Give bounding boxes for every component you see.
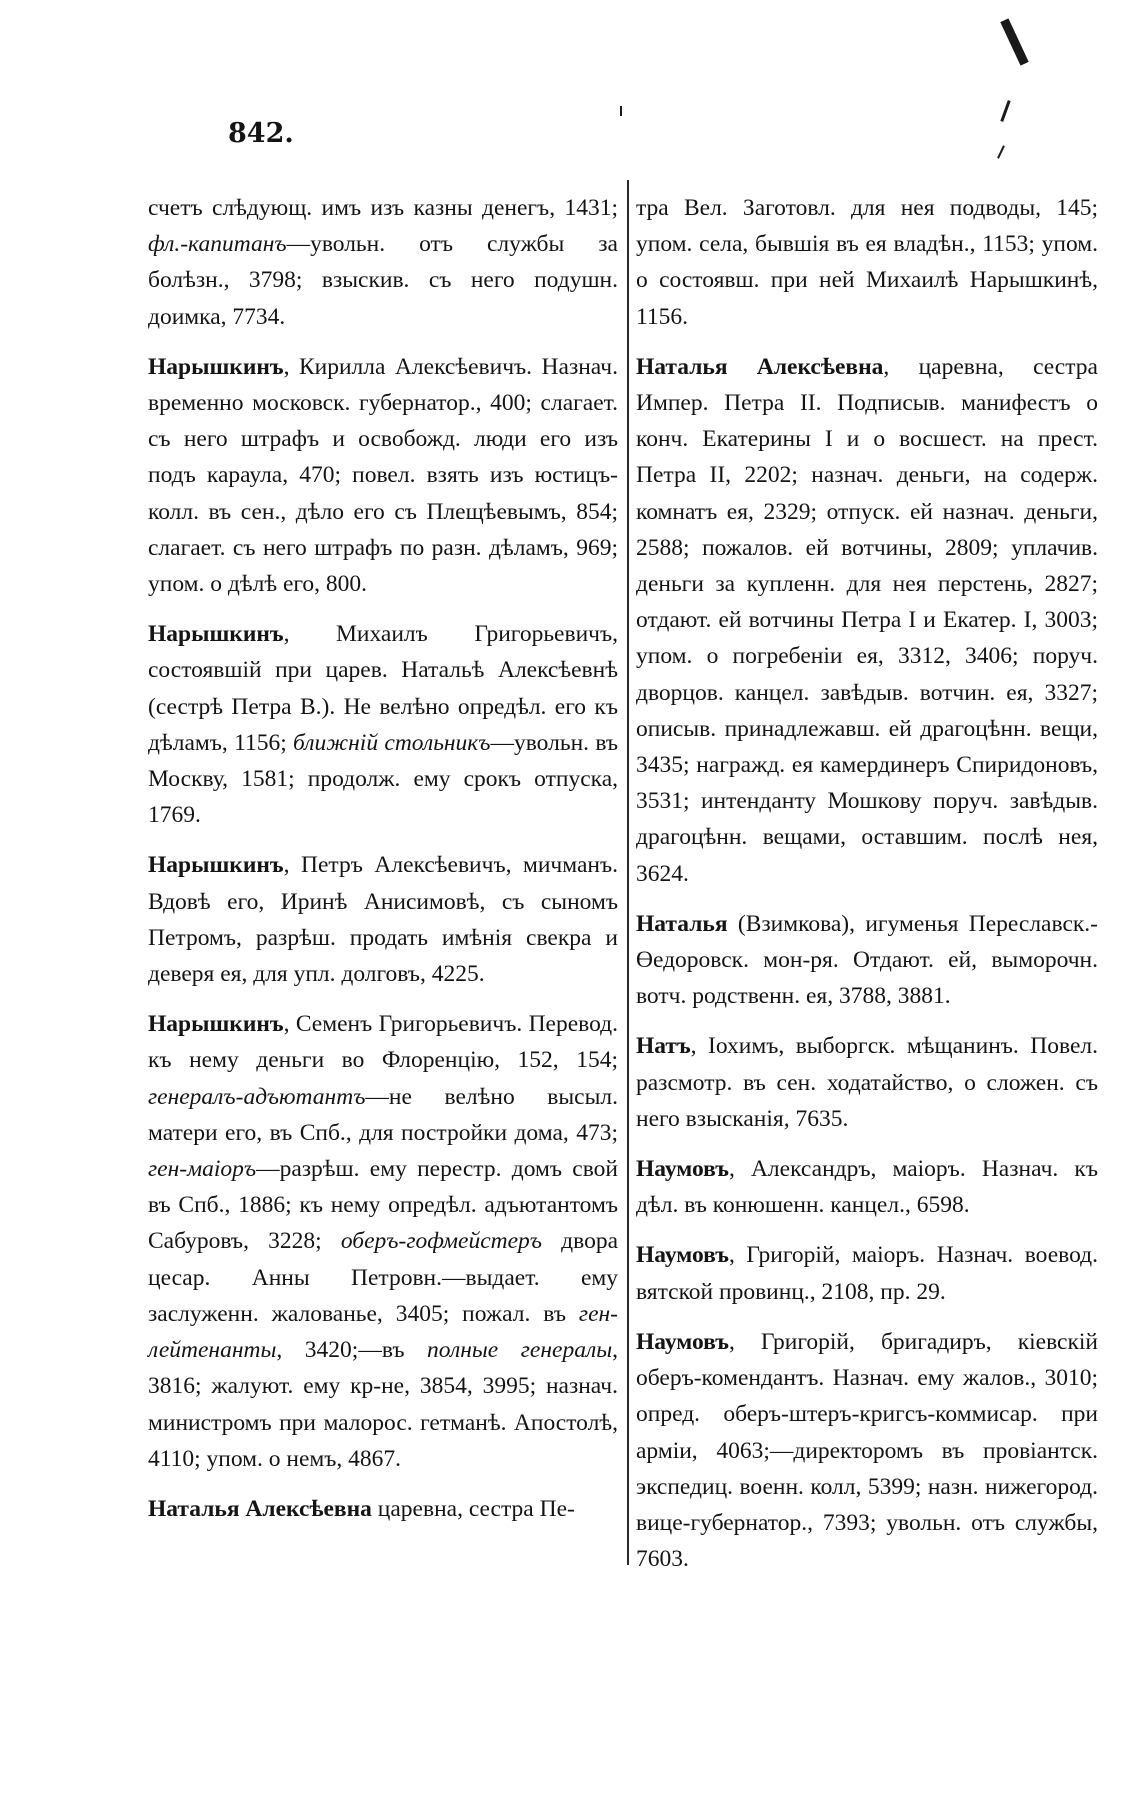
index-entry [148, 349, 618, 602]
index-entry [636, 190, 1098, 335]
entry-italic-text: ген-маіоръ [148, 1156, 257, 1183]
entry-text: , Іохимъ, выборгск. мѣщанинъ. Повел. разсмотр. въ сен. ходатайство, о сложен. съ него взысканія, 7635. [636, 1033, 1098, 1132]
page-number: 842. [228, 118, 294, 149]
entry-text: счетъ слѣдующ. имъ изъ казны денегъ, 1431; [148, 195, 618, 221]
entry-heading: Нарышкинъ [148, 621, 284, 648]
entry-text: , 3816; жалуют. ему кр-не, 3854, 3995; назнач. министромъ при малорос. гетманѣ. Апостолѣ, 4110; упом. о немъ, 4867. [148, 1337, 618, 1472]
index-entry [148, 1491, 618, 1527]
entry-text: двора цесар. Анны Петровн.—выдает. ему заслуженн. жалованье, 3405; пожал. въ [148, 1228, 619, 1327]
entry-heading: Наумовъ [636, 1328, 729, 1355]
index-entry [148, 616, 618, 833]
entry-text: —не велѣно высыл. матери его, въ Спб., для постройки дома, 473; [148, 1083, 618, 1146]
entry-heading: Наталья [636, 910, 728, 937]
entry-heading: Натъ [636, 1033, 691, 1060]
entry-heading: Наталья Алексѣевна [148, 1495, 372, 1522]
entry-text: —увольн. отъ службы за болѣзн., 3798; взыскив. съ него подушн. доимка, 7734. [148, 231, 618, 330]
entry-text: , Кирилла Алексѣевичъ. Назнач. временно московск. губернатор., 400; слагает. съ него штрафъ и освобожд. люди его изъ подъ караула, 470; повел. взять изъ юстицъ-колл. въ сен., дѣло его съ Плещѣевымъ, 854; слагает. съ него штрафъ по разн. дѣламъ, 969; упом. о дѣлѣ его, 800. [148, 353, 618, 598]
entry-text: , Семенъ Григорьевичъ. Перевод. къ нему деньги во Флоренцію, 152, 154; [148, 1011, 618, 1074]
entry-heading: Наталья Алексѣевна [636, 353, 884, 380]
entry-text: , царевна, сестра Импер. Петра II. Подписыв. манифестъ о конч. Екатерины I и о восшест. на прест. Петра II, 2202; назнач. деньги, на содерж. комнатъ ея, 2329; отпуск. ей назнач. деньги, 2588; пожалов. ей вотчины, 2809; уплачив. деньги за купленн. для нея перстень, 2827; отдают. ей вотчины Петра I и Екатер. I, 3003; упом. о погребеніи ея, 3312, 3406; поруч. дворцов. канцел. завѣдыв. вотчин. ея, 3327; описыв. принадлежавш. ей драгоцѣнн. вещи, 3435; награжд. ея камердинеръ Спиридоновъ, 3531; интенданту Мошкову поруч. завѣдыв. драгоцѣнн. вещами, оставшим. послѣ нея, 3624. [636, 353, 1098, 887]
entry-italic-text: ген-лейтенанты [148, 1300, 618, 1364]
entry-italic-text: оберъ-гофмейстеръ [340, 1228, 542, 1255]
entry-italic-text: фл.-капитанъ [148, 231, 287, 258]
index-entry [148, 190, 618, 335]
margin-mark [1000, 100, 1010, 122]
index-entry [636, 1237, 1098, 1309]
entry-heading: Наумовъ [636, 1242, 729, 1269]
index-entry [636, 1028, 1098, 1137]
index-entry [636, 349, 1098, 892]
entry-text: (Взимкова), игуменья Переславск.-Өедоровск. мон-ря. Отдают. ей, выморочн. вотч. родственн. ея, 3788, 3881. [636, 910, 1098, 1010]
left-column [148, 190, 618, 1541]
entry-italic-text: полные генералы [427, 1337, 613, 1364]
index-entry [148, 1006, 618, 1477]
margin-mark [1000, 18, 1028, 65]
entry-text: , Петръ Алексѣевичъ, мичманъ. Вдовѣ его, Иринѣ Анисимовѣ, съ сыномъ Петромъ, разрѣш. продать имѣнія свекра и деверя ея, для упл. долговъ, 4225. [148, 852, 618, 988]
entry-heading: Наумовъ [636, 1156, 729, 1183]
index-entry [636, 906, 1098, 1015]
right-column [636, 190, 1098, 1591]
index-entry [636, 1324, 1098, 1577]
entry-text: , Григорій, маіоръ. Назнач. воевод. вятской провинц., 2108, пр. 29. [636, 1242, 1098, 1305]
entry-heading: Нарышкинъ [148, 1011, 284, 1038]
margin-mark [997, 145, 1005, 159]
entry-heading: Нарышкинъ [148, 353, 284, 380]
index-entry [148, 847, 618, 992]
entry-text: тра Вел. Заготовл. для нея подводы, 145; упом. села, бывшія въ ея владѣн., 1153; упом. о состоявш. при ней Михаилѣ Нарышкинѣ, 1156. [636, 195, 1098, 330]
entry-text: —разрѣш. ему перестр. домъ свой въ Спб., 1886; къ нему опредѣл. адъютантомъ Сабуровъ, 3228; [148, 1156, 618, 1255]
entry-text: , 3420;—въ [276, 1337, 428, 1364]
entry-text: —увольн. въ Москву, 1581; продолж. ему срокъ отпуска, 1769. [148, 729, 618, 829]
entry-text: царевна, сестра Пе- [371, 1495, 575, 1522]
entry-heading: Нарышкинъ [148, 852, 284, 879]
entry-italic-text: генералъ-адъютантъ [148, 1083, 366, 1110]
index-entry [636, 1151, 1098, 1223]
entry-italic-text: ближній стольникъ [293, 729, 491, 756]
entry-text: , Михаилъ Григорьевичъ, состоявшій при царев. Натальѣ Алексѣевнѣ (сестрѣ Петра В.). Не велѣно опредѣл. его къ дѣламъ, 1156; [148, 621, 618, 756]
entry-text: , Григорій, бригадиръ, кіевскій оберъ-комендантъ. Назнач. ему жалов., 3010; опред. оберъ-штеръ-кригсъ-коммисар. при арміи, 4063;—директоромъ въ провіантск. экспедиц. военн. колл, 5399; назн. нижегород. вице-губернатор., 7393; увольн. отъ службы, 7603. [636, 1328, 1098, 1573]
entry-text: , Александръ, маіоръ. Назнач. къ дѣл. въ конюшенн. канцел., 6598. [636, 1156, 1098, 1219]
margin-mark [620, 106, 622, 116]
column-divider [627, 180, 629, 1565]
